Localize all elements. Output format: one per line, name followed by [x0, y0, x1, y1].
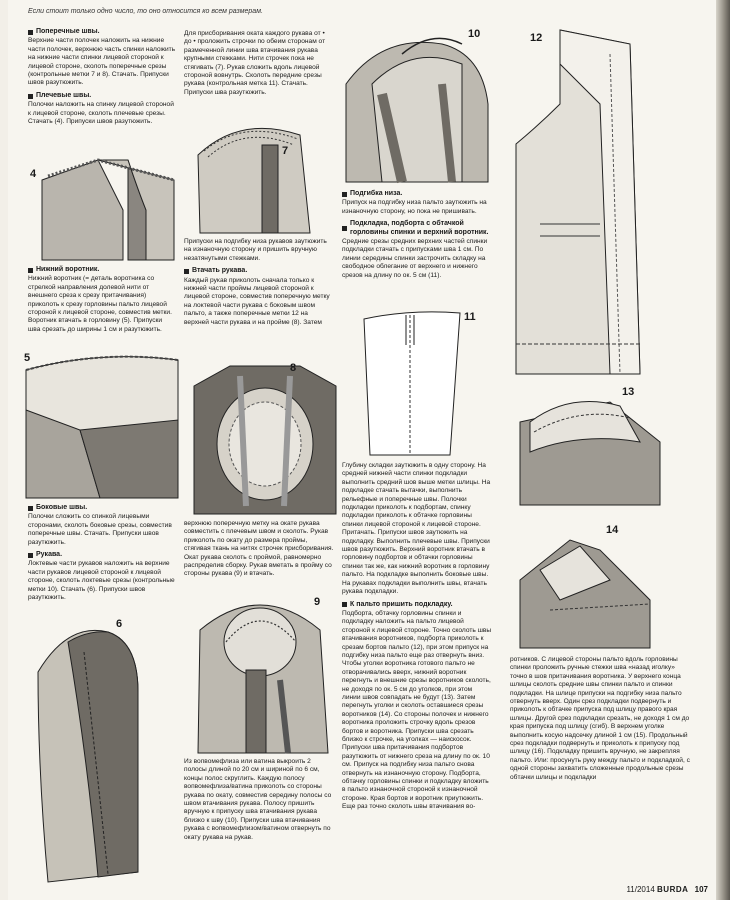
heading-attach-lining: К пальто пришить подкладку.	[342, 601, 492, 609]
top-note: Если стоит только одно число, то оно относится ко всем размерам.	[28, 8, 263, 15]
text-lining-cont: Глубину складки заутюжить в одну сторону. На средней нижней части спинки подкладки выполнить средний шов выше метки шлицы. На подкладке стачать вытачки, выполнить рельефные и поперечные швы. Полочки подкладки приколоть к подбортам, спинку подкладки приколоть к обтачке горловины спинки лицевой стороной к лицевой стороне. Притачать. Припуски швов заутюжить на подкладку. Выполнить плечевые швы. Припуски швов разутюжить. Верхний воротник втачать в горловину подбортов и обтачки горловины спинки так же, как нижний воротник в горловину пальто. На подкладке выполнить боковые швы. На рукавах подкладки выполнить швы, втачать рукава подкладки.	[342, 462, 491, 596]
bullet-square-icon	[342, 226, 347, 231]
figure-5-drawing	[20, 350, 180, 500]
figure-6: 6	[28, 612, 178, 892]
figure-14: 14	[510, 520, 685, 650]
figure-6-drawing	[28, 612, 178, 892]
text-lining: Средние срезы средних верхних частей спинки подкладки стачать с припусками шва 1 см. По линии середины спинки застрочить складку на свободное облегание от верхнего и нижнего срезов на длину по ок. 5 см (11).	[342, 238, 488, 279]
column-2-b	[184, 238, 334, 329]
text-ease-sleeves: Для присборивания оката каждого рукава от • до • проложить строчки по обеим сторонам от размеченной линии шва втачивания рукава крупными стежками. Нити строчек пока не стягивать (7). Рукав сложить вдоль лицевой стороной вовнутрь. Сколоть передние срезы рукава (контрольная метка 11). Стачать. Припуски шва разутюжить.	[184, 30, 326, 96]
figure-4: 4	[28, 150, 176, 262]
heading-shoulder-seams: Плечевые швы.	[28, 92, 176, 100]
bullet-square-icon	[342, 602, 347, 607]
figure-10: 10	[342, 24, 492, 184]
column-2	[184, 30, 334, 99]
heading-lining: Подкладка, подборта с обтачкой горловины спинки и верхний воротник.	[342, 220, 492, 237]
text-under-collar: Нижний воротник (= деталь воротника со стрелкой направления долевой нити от внешнего среза к срезу притачивания) приколоть к срезу горловины пальто лицевой стороной к лицевой стороне, совместив метки. Воротник втачать в горловину (5). Припуски шва срезать до ширины 1 см и разутюжить.	[28, 275, 172, 333]
heading-hem: Подгибка низа.	[342, 190, 492, 198]
text-set-sleeves-cont: верхнюю поперечную метку на окате рукава совместить с плечевым швом и сколоть. Рукав приколоть по окату до размера проймы, стягивая ткань на нитях строчек присборивания. Окат рукава сколоть с проймой, равномерно распределив сборку. Рукав вметать в пройму со стороны рукава (9) и втачать.	[184, 520, 334, 578]
bullet-square-icon	[28, 94, 33, 99]
text-side-seams: Полочки сложить со спинкой лицевыми сторонами, сколоть боковые срезы, совместив поперечные швы. Стачать. Припуски швов разутюжить.	[28, 513, 172, 546]
figure-8: 8	[190, 356, 340, 516]
figure-5: 5	[20, 350, 180, 500]
figure-7: 7	[190, 115, 340, 235]
bullet-square-icon	[28, 506, 33, 511]
text-set-sleeves: Каждый рукав приколоть сначала только к нижней части проймы лицевой стороной к лицевой стороне, совместив поперечную метку на локтевой части рукава с боковым швом пальто, а также поперечные метки 12 на верхней части рукава и на пройме (8). Затем	[184, 276, 330, 326]
column-1-b	[28, 262, 176, 336]
page-number: 107	[694, 885, 708, 894]
bullet-square-icon	[184, 269, 189, 274]
heading-set-sleeves: Втачать рукава.	[184, 267, 334, 275]
column-2-d	[184, 758, 334, 844]
figure-7-drawing	[190, 115, 340, 235]
text-shoulder-pad: Из вопвомефлиза или ватина выкроить 2 полосы длиной по 20 см и шириной по 6 см, концы полос скруглить. Каждую полосу вопвомефлиза/ватина приколоть со стороны рукава по окату, совместив середину полосы со швом втачивания рукава. Полосу пришить вручную к припуску шва втачивания рукава близко к шву (10). Припуски шва втачивания рукава с вопвомефлизом/ватином отвернуть по окату рукава на рукав.	[184, 758, 332, 841]
figure-10-drawing	[342, 24, 492, 184]
column-3-b	[342, 462, 492, 814]
figure-11-drawing	[350, 305, 490, 460]
column-4	[510, 656, 690, 784]
text-final: ротников. С лицевой стороны пальто вдоль горловины спинки проложить ручные стежки шва «назад иголку» точно в шов притачивания воротника. У верхнего конца шлицы сколоть средние швы спинки пальто и спинки подкладки. На шлице припуски на подгибку низа пальто отвернуть вверх. Один срез подкладки подвернуть и приколоть к обтачке припуска под шлицу правого края шлицы. Другой срез подкладки срезать, не доходя 1 см до края припуска под шлицу (сгиб). В верхнем уголке выполнить косую надсечку длиной 1 см (15). Продольный срез подкладки подвернуть и приколоть к припуску под шлицу (16). Подкладку пришить вручную, не закрепляя пальто. Или: просунуть руку между пальто и подкладкой, с одной стороны захватить сложенные продольные срезы обтачки шлицы и подкладки	[510, 656, 690, 781]
column-2-c	[184, 520, 334, 581]
page-binding-edge	[716, 0, 730, 900]
heading-under-collar: Нижний воротник.	[28, 266, 176, 274]
bullet-square-icon	[28, 30, 33, 35]
text-hem-note: Припуски на подгибку низа рукавов заутюжить на изнаночную сторону и пришить вручную незатянутыми стежками.	[184, 238, 327, 262]
heading-side-seams: Боковые швы.	[28, 504, 176, 512]
bullet-square-icon	[28, 553, 33, 558]
page-footer	[626, 885, 708, 894]
column-1	[28, 24, 176, 128]
figure-9: 9	[190, 590, 340, 755]
brand-name: BURDA	[657, 885, 689, 894]
column-3	[342, 186, 492, 282]
issue-date: 11/2014	[626, 885, 655, 894]
heading-transverse-seams: Поперечные швы.	[28, 28, 176, 36]
bullet-square-icon	[342, 192, 347, 197]
heading-sleeves: Рукава.	[28, 551, 176, 559]
text-hem: Припуск на подгибку низа пальто заутюжить на изнаночную сторону, но пока не пришивать.	[342, 199, 487, 215]
text-sleeves: Локтевые части рукавов наложить на верхние части рукавов лицевой стороной к лицевой стороне, сколоть локтевые срезы (контрольные метки 10). Стачать (6). Припуски швов разутюжить.	[28, 560, 175, 602]
figure-13: 13	[510, 382, 685, 507]
figure-8-drawing	[190, 356, 340, 516]
text-attach-lining: Подборта, обтачку горловины спинки и подкладку наложить на пальто лицевой стороной к лицевой стороне. Точно сколоть швы втачивания воротников, подборта приколоть к срезам бортов пальто (12), при этом припуск на подгибку низа пальто еще раз отвернуть вниз. Чтобы уголки воротника готового пальто не отворачивались вверх, нижний воротник перегнуть и внешние срезы воротников сколоть, не доходя по ок. 5 см до уголков, при этом линии швов совпадать не будут (13). Затем перегнуть уголки и сколоть оставшиеся срезы воротников (14). Со стороны полочек и нижнего воротника проложить строчку вдоль срезов бортов и воротника. Припуски шва срезать близко к строчке, на уголках — наискосок. Припуски шва притачивания подбортов разутюжить от нижнего среза на длину по ок. 10 см. Припуск на подгибку низа пальто снова отвернуть на изнаночную сторону. Подборта, обтачку горловины спинки и подкладку вложить в пальто изнаночной стороной к изнаночной стороне. Края бортов и воротник приутюжить. Еще раз точно сколоть швы втачивания во-	[342, 609, 492, 811]
figure-12: 12	[500, 24, 690, 376]
figure-12-drawing	[500, 24, 690, 376]
column-1-c	[28, 500, 176, 604]
figure-14-drawing	[510, 520, 685, 650]
figure-13-drawing	[510, 382, 685, 507]
text-transverse-seams: Верхние части полочек наложить на нижние части полочек, верхнюю часть спинки наложить на нижние части спинки лицевой стороной к лицевой стороне, сколоть поперечные срезы (контрольные метки 7 и 8). Стачать. Припуски швов разутюжить.	[28, 37, 176, 87]
bullet-square-icon	[28, 268, 33, 273]
text-shoulder-seams: Полочки наложить на спинку лицевой стороной к лицевой стороне, сколоть плечевые срезы. Стачать (4). Припуски швов разутюжить.	[28, 101, 174, 126]
figure-11: 11	[350, 305, 490, 460]
figure-4-drawing	[28, 150, 176, 262]
figure-9-drawing	[190, 590, 340, 755]
